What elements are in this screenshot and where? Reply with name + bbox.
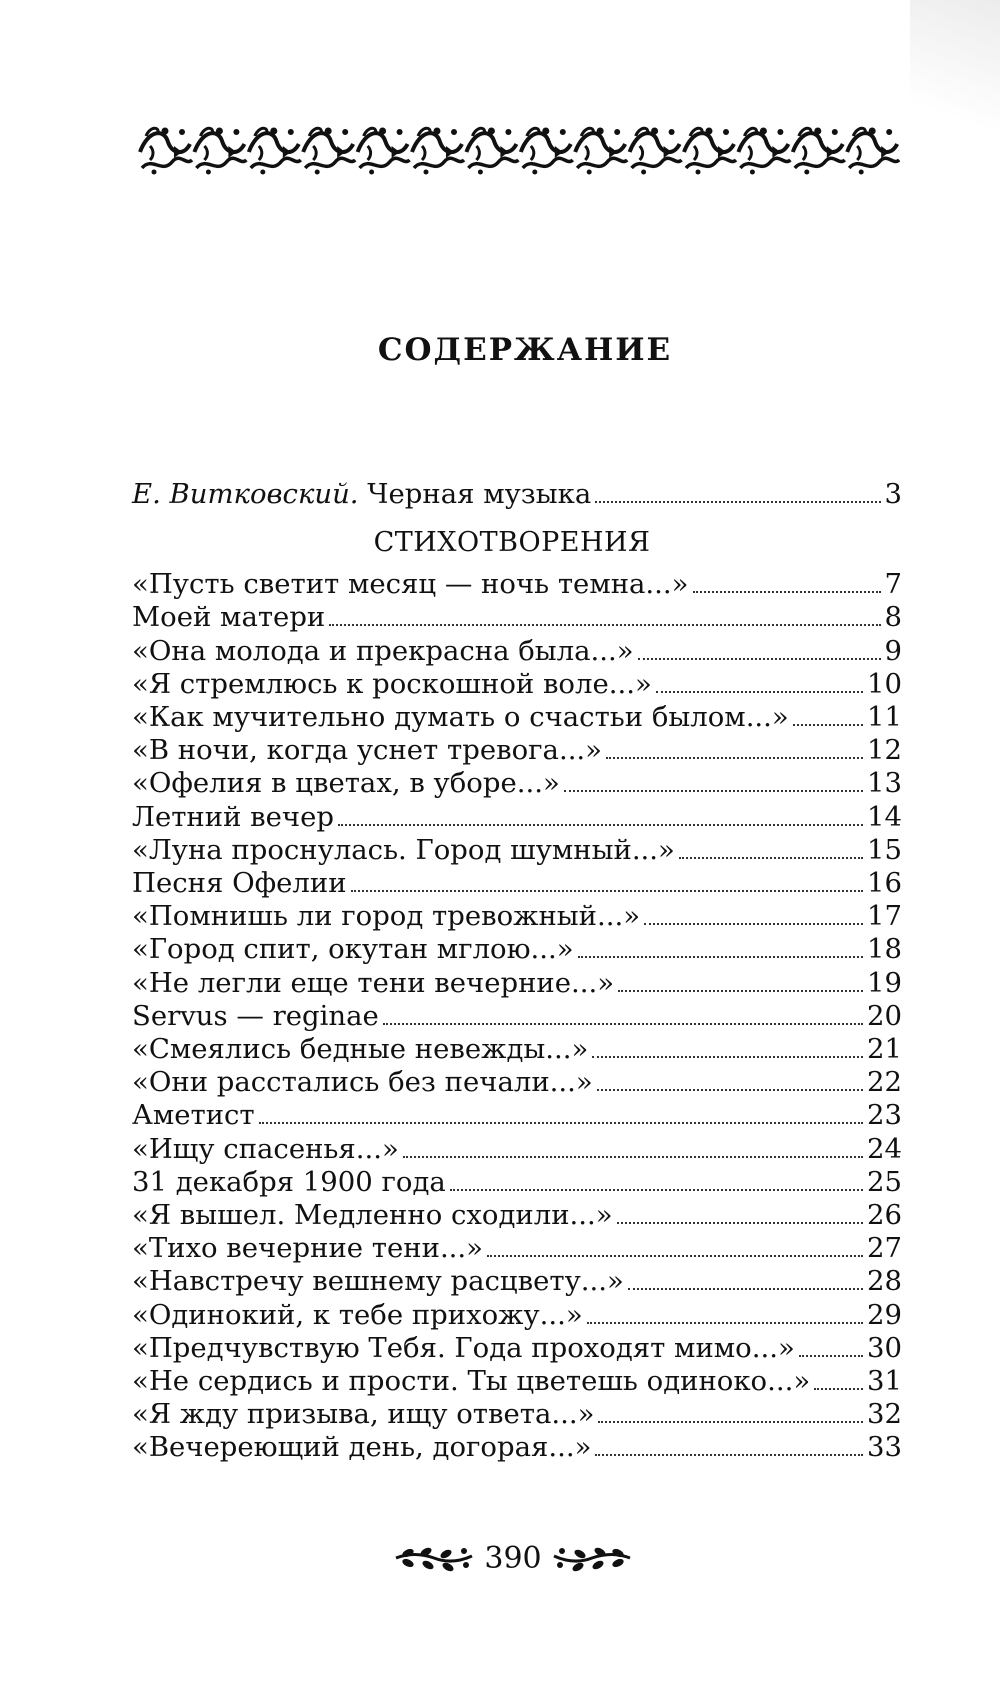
toc-entry-page: 32 [867, 1398, 902, 1431]
toc-entry-title: «Не легли еще тени вечерние...» [132, 966, 615, 999]
toc-leader-dots [598, 1421, 863, 1423]
toc-leader-dots [638, 658, 881, 660]
toc-entry-title: «Луна проснулась. Город шумный...» [132, 833, 675, 866]
toc-entries-list [132, 568, 902, 1464]
toc-leader-dots [487, 1255, 863, 1257]
toc-leader-dots [450, 1189, 863, 1191]
ornament-motif [140, 128, 192, 175]
toc-leader-dots [628, 1288, 863, 1290]
section-heading-poems: СТИХОТВОРЕНИЯ [373, 527, 651, 559]
toc-entry-title: «Предчувствую Тебя. Года проходят мимо...» [132, 1331, 795, 1364]
toc-leader-dots [592, 1056, 863, 1058]
toc-entry-page: 8 [884, 601, 902, 634]
toc-entry-page: 21 [867, 1033, 902, 1066]
toc-entry-page: 17 [867, 900, 902, 933]
toc-entry[interactable] [132, 1398, 902, 1431]
toc-leader-dots [693, 591, 881, 593]
toc-entry-page: 14 [867, 800, 902, 833]
toc-entry-page: 15 [867, 833, 902, 866]
page-footer [0, 1528, 1000, 1588]
toc-entry-title: Песня Офелии [132, 867, 347, 900]
toc-entry-title: «Ищу спасенья...» [132, 1132, 399, 1165]
ornament-motif [412, 128, 464, 175]
toc-entry-title: Servus — reginae [132, 999, 379, 1032]
toc-leader-dots [799, 1355, 863, 1357]
toc-leader-dots [793, 724, 863, 726]
toc-entry-page: 27 [867, 1232, 902, 1265]
toc-entry-page: 23 [867, 1099, 902, 1132]
ornament-motif [303, 128, 355, 175]
toc-entry-page: 30 [867, 1331, 902, 1364]
toc-entry[interactable] [132, 601, 902, 634]
toc-entry-title: Летний вечер [132, 800, 334, 833]
toc-entry-title: «Тихо вечерние тени...» [132, 1232, 483, 1265]
toc-entry-title: «Я вышел. Медленно сходили...» [132, 1199, 613, 1232]
toc-entry[interactable] [132, 1431, 902, 1464]
toc-leader-dots [606, 757, 863, 759]
toc-entry-page: 19 [867, 966, 902, 999]
toc-entry[interactable] [132, 668, 902, 701]
toc-leader-dots [259, 1122, 863, 1124]
toc-entry-title: «Как мучительно думать о счастьи былом...» [132, 701, 789, 734]
toc-entry[interactable] [132, 1299, 902, 1332]
toc-entry[interactable] [132, 1066, 902, 1099]
toc-leader-dots [679, 857, 863, 859]
toc-entry[interactable] [132, 834, 902, 867]
right-leaf-ornament-icon [552, 1541, 632, 1575]
toc-intro-title: Черная музыка [367, 478, 592, 510]
toc-entry[interactable] [132, 900, 902, 933]
ornament-motif [684, 128, 736, 175]
table-of-contents [132, 478, 902, 1465]
toc-entry[interactable] [132, 1365, 902, 1398]
toc-entry[interactable] [132, 1133, 902, 1166]
toc-intro-label [132, 478, 591, 511]
toc-entry-page: 12 [867, 734, 902, 767]
toc-intro-author: Е. Витковский. [132, 478, 359, 510]
toc-entry[interactable] [132, 767, 902, 800]
toc-entry-page: 33 [867, 1431, 902, 1464]
toc-entry[interactable] [132, 701, 902, 734]
toc-entry[interactable] [132, 967, 902, 1000]
toc-entry-title: «В ночи, когда уснет тревога...» [132, 734, 602, 767]
toc-entry[interactable] [132, 933, 902, 966]
toc-entry-page: 24 [867, 1132, 902, 1165]
ornament-motif [738, 128, 790, 175]
toc-leader-dots [618, 990, 863, 992]
toc-entry-title: «Навстречу вешнему расцвету...» [132, 1265, 624, 1298]
toc-entry-page: 22 [867, 1066, 902, 1099]
toc-entry-page: 29 [867, 1298, 902, 1331]
toc-leader-dots [564, 790, 863, 792]
toc-entry-page: 16 [867, 867, 902, 900]
toc-leader-dots [644, 923, 863, 925]
toc-intro-entry[interactable] [132, 478, 902, 511]
toc-leader-dots [597, 1089, 863, 1091]
page-title: СОДЕРЖАНИЕ [377, 332, 673, 368]
toc-entry[interactable] [132, 801, 902, 834]
toc-entry-page: 20 [867, 999, 902, 1032]
toc-leader-dots [587, 1322, 863, 1324]
toc-entry-page: 7 [884, 568, 902, 601]
page-edge-shadow [910, 0, 1000, 160]
toc-leader-dots [656, 691, 863, 693]
toc-leader-dots [578, 956, 863, 958]
toc-entry[interactable] [132, 1199, 902, 1232]
footer-page-number: 390 [484, 1540, 542, 1576]
toc-entry-title: «Пусть светит месяц — ночь темна...» [132, 568, 689, 601]
toc-entry[interactable] [132, 867, 902, 900]
toc-entry-title: 31 декабря 1900 года [132, 1165, 446, 1198]
toc-entry[interactable] [132, 1265, 902, 1298]
ornament-motif [521, 128, 573, 175]
toc-leader-dots [338, 824, 863, 826]
toc-leader-dots [595, 1454, 863, 1456]
ornament-motif [466, 128, 518, 175]
toc-entry[interactable] [132, 1033, 902, 1066]
toc-leader-dots [383, 1023, 863, 1025]
toc-leader-dots [595, 501, 880, 503]
toc-entry-title: «Смеялись бедные невежды...» [132, 1033, 589, 1066]
toc-entry[interactable] [132, 1232, 902, 1265]
ornament-motif [194, 128, 246, 175]
toc-entry[interactable] [132, 1000, 902, 1033]
ornament-motif [575, 128, 627, 175]
left-leaf-ornament-icon [394, 1541, 474, 1575]
ornament-motif [249, 128, 301, 175]
toc-leader-dots [351, 890, 863, 892]
toc-entry[interactable] [132, 734, 902, 767]
toc-entry-page: 18 [867, 933, 902, 966]
toc-entry-title: Аметист [132, 1099, 255, 1132]
toc-entry-title: «Одинокий, к тебе прихожу...» [132, 1298, 583, 1331]
toc-entry-title: «Я жду призыва, ищу ответа...» [132, 1398, 595, 1431]
toc-entry-page: 11 [867, 701, 902, 734]
toc-entry-title: «Вечереющий день, догорая...» [132, 1431, 592, 1464]
toc-entry[interactable] [132, 568, 902, 601]
toc-entry-page: 31 [867, 1365, 902, 1398]
toc-entry-page: 25 [867, 1165, 902, 1198]
toc-entry-title: Моей матери [132, 601, 326, 634]
toc-leader-dots [329, 624, 880, 626]
ornament-motif [630, 128, 682, 175]
ornament-motif [793, 128, 845, 175]
toc-entry-title: «Не сердись и прости. Ты цветешь одиноко...» [132, 1365, 811, 1398]
toc-leader-dots [814, 1388, 863, 1390]
toc-leader-dots [403, 1156, 863, 1158]
ornament-motif [358, 128, 410, 175]
toc-entry-title: «Я стремлюсь к роскошной воле...» [132, 667, 652, 700]
toc-entry[interactable] [132, 1099, 902, 1132]
toc-entry-page: 10 [867, 667, 902, 700]
ornament-motif [847, 128, 899, 175]
ornamental-header-band-icon [138, 122, 900, 178]
toc-entry-title: «Офелия в цветах, в уборе...» [132, 767, 560, 800]
toc-entry[interactable] [132, 1332, 902, 1365]
toc-leader-dots [617, 1222, 863, 1224]
toc-entry-page: 13 [867, 767, 902, 800]
toc-entry[interactable] [132, 1166, 902, 1199]
toc-entry-page: 26 [867, 1199, 902, 1232]
toc-entry-title: «Помнишь ли город тревожный...» [132, 900, 641, 933]
toc-entry-title: «Они расстались без печали...» [132, 1066, 593, 1099]
toc-entry-title: «Она молода и прекрасна была...» [132, 634, 634, 667]
toc-intro-page: 3 [884, 478, 902, 510]
toc-entry-page: 9 [884, 634, 902, 667]
toc-entry-page: 28 [867, 1265, 902, 1298]
toc-entry[interactable] [132, 635, 902, 668]
toc-entry-title: «Город спит, окутан мглою...» [132, 933, 574, 966]
